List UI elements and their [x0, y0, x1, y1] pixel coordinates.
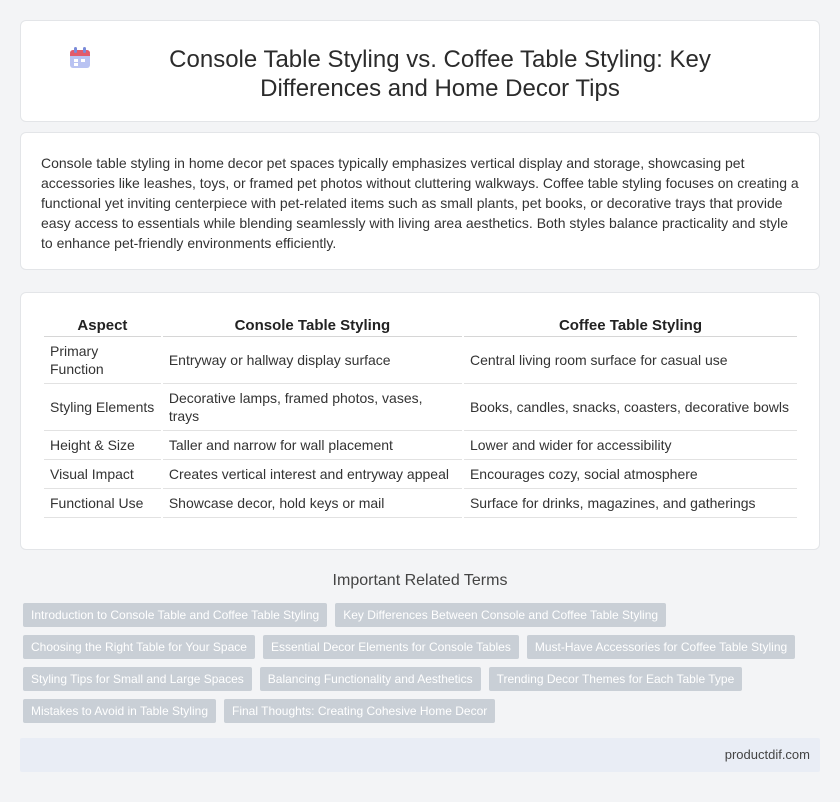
table-cell-aspect: Functional Use	[44, 489, 161, 518]
table-header-row	[44, 313, 797, 337]
header-aspect: Aspect	[44, 313, 161, 337]
related-term-link[interactable]: Key Differences Between Console and Coffee Table Styling	[335, 603, 666, 627]
table-row	[44, 489, 797, 518]
table-cell-aspect: Primary Function	[44, 337, 161, 384]
table-row	[44, 384, 797, 431]
intro-paragraph: Console table styling in home decor pet spaces typically emphasizes vertical display and storage, showcasing pet accessories like leashes, toys, or framed pet photos without cluttering walkways. Coffee table styling focuses on creating a functional yet inviting centerpiece with pet-related items such as small plants, pet books, or decorative trays that provide easy access to essentials while blending seamlessly with living area aesthetics. Both styles balance practicality and style to enhance pet-friendly environments efficiently.	[41, 155, 799, 251]
page-title: Console Table Styling vs. Coffee Table Styling: Key Differences and Home Decor Tips	[169, 46, 711, 102]
table-cell-console: Entryway or hallway display surface	[163, 337, 462, 384]
footer	[20, 738, 820, 772]
related-term-link[interactable]: Essential Decor Elements for Console Tables	[263, 635, 519, 659]
table-cell-coffee: Surface for drinks, magazines, and gatherings	[464, 489, 797, 518]
table-row	[44, 431, 797, 460]
comparison-card	[20, 292, 820, 550]
related-terms-title: Important Related Terms	[332, 572, 508, 589]
header-coffee: Coffee Table Styling	[464, 313, 797, 337]
table-cell-console: Taller and narrow for wall placement	[163, 431, 462, 460]
related-term-link[interactable]: Choosing the Right Table for Your Space	[23, 635, 255, 659]
related-terms-list	[23, 603, 823, 731]
header-console: Console Table Styling	[163, 313, 462, 337]
table-cell-console: Decorative lamps, framed photos, vases, trays	[163, 384, 462, 431]
table-cell-coffee: Lower and wider for accessibility	[464, 431, 797, 460]
related-term-link[interactable]: Balancing Functionality and Aesthetics	[260, 667, 481, 691]
table-cell-aspect: Height & Size	[44, 431, 161, 460]
comparison-table	[42, 313, 799, 518]
related-term-link[interactable]: Introduction to Console Table and Coffee Table Styling	[23, 603, 327, 627]
site-name: productdif.com	[724, 747, 810, 762]
table-row	[44, 337, 797, 384]
table-cell-aspect: Visual Impact	[44, 460, 161, 489]
table-cell-aspect: Styling Elements	[44, 384, 161, 431]
header-card	[20, 20, 820, 122]
related-term-link[interactable]: Styling Tips for Small and Large Spaces	[23, 667, 252, 691]
table-cell-coffee: Central living room surface for casual use	[464, 337, 797, 384]
related-term-link[interactable]: Final Thoughts: Creating Cohesive Home Decor	[224, 699, 495, 723]
table-cell-coffee: Encourages cozy, social atmosphere	[464, 460, 797, 489]
table-cell-console: Showcase decor, hold keys or mail	[163, 489, 462, 518]
related-term-link[interactable]: Mistakes to Avoid in Table Styling	[23, 699, 216, 723]
table-row	[44, 460, 797, 489]
related-term-link[interactable]: Trending Decor Themes for Each Table Type	[489, 667, 743, 691]
table-cell-coffee: Books, candles, snacks, coasters, decorative bowls	[464, 384, 797, 431]
intro-card	[20, 132, 820, 270]
related-term-link[interactable]: Must-Have Accessories for Coffee Table Styling	[527, 635, 795, 659]
table-cell-console: Creates vertical interest and entryway appeal	[163, 460, 462, 489]
